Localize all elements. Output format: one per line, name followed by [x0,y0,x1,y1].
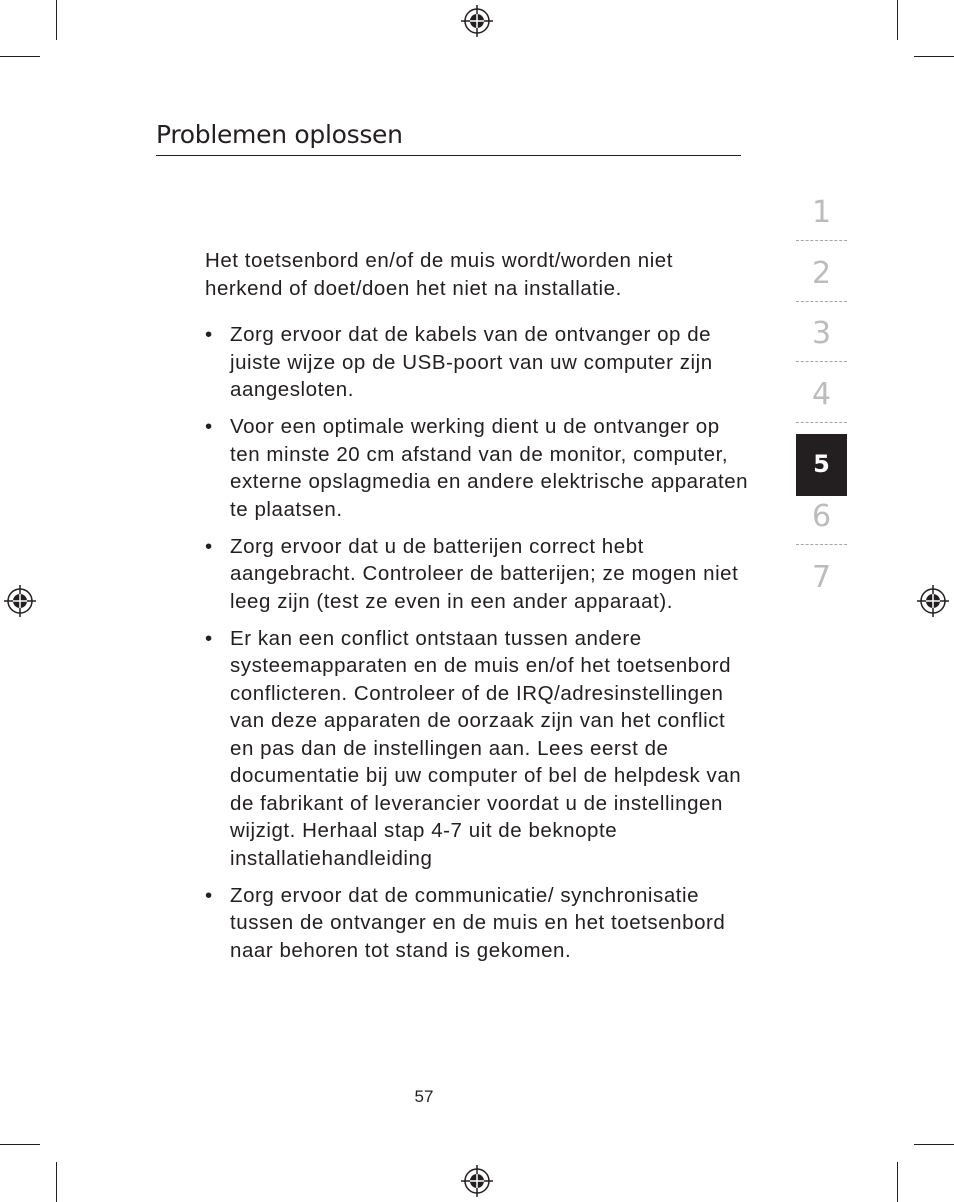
chapter-tab-3: 3 [796,313,847,374]
list-item-text: Zorg ervoor dat u de batterijen correct hebt aangebracht. Controleer de batterijen; ze mogen niet leeg zijn (test ze even in een ander apparaat). [230,534,739,613]
crop-mark [56,0,57,40]
chapter-tab-4: 4 [796,374,847,435]
list-item [205,321,750,404]
list-item-text: Er kan een conflict ontstaan tussen andere systeemapparaten en de muis en/of het toetsenbord conflicteren. Controleer of de IRQ/adresinstellingen van deze apparaten de oorzaak zijn van het conflict en pas dan de instellingen aan. Lees eerst de documentatie bij uw computer of bel de helpdesk van de fabrikant of leverancier voordat u de instellingen wijzigt. Herhaal stap 4-7 uit de beknopte installatiehandleiding [230,626,742,870]
chapter-tab-5-active: 5 [796,434,847,496]
list-item [205,882,750,965]
list-item-text: Voor een optimale werking dient u de ontvanger op ten minste 20 cm afstand van de monitor, computer, externe opslagmedia en andere elektrische apparaten te plaatsen. [230,415,749,521]
chapter-tab-2: 2 [796,253,847,314]
list-item-text: Zorg ervoor dat de kabels van de ontvanger op de juiste wijze op de USB-poort van uw computer zijn aangesloten. [230,323,713,401]
list-item [205,413,750,523]
list-item [205,533,750,616]
solution-list [205,321,750,964]
bullet-icon: • [205,534,213,558]
title-rule [156,155,741,156]
crop-mark [0,56,40,57]
crop-mark [897,0,898,40]
problem-statement: Het toetsenbord en/of de muis wordt/worden niet herkend of doet/doen het niet na installatie. [205,249,673,300]
registration-mark-icon [4,585,36,617]
bullet-icon: • [205,883,213,907]
crop-mark [56,1162,57,1202]
chapter-tab-6: 6 [796,496,847,557]
page-number: 57 [414,1087,434,1106]
bullet-icon: • [205,323,213,346]
list-item-text: Zorg ervoor dat de communicatie/ synchronisatie tussen de ontvanger en de muis en het toetsenbord naar behoren tot stand is gekomen. [230,883,726,962]
registration-mark-icon [461,1165,493,1197]
main-content [205,247,750,974]
chapter-tabs [796,192,847,617]
registration-mark-icon [461,5,493,37]
crop-mark [914,56,954,57]
registration-mark-icon [917,585,949,617]
list-item [205,625,750,873]
crop-mark [914,1144,954,1145]
bullet-icon: • [205,626,213,650]
bullet-icon: • [205,415,213,438]
chapter-tab-7: 7 [811,559,832,595]
crop-mark [897,1162,898,1202]
crop-mark [0,1144,40,1145]
section-title: Problemen oplossen [156,120,403,149]
chapter-tab-1: 1 [796,192,847,253]
